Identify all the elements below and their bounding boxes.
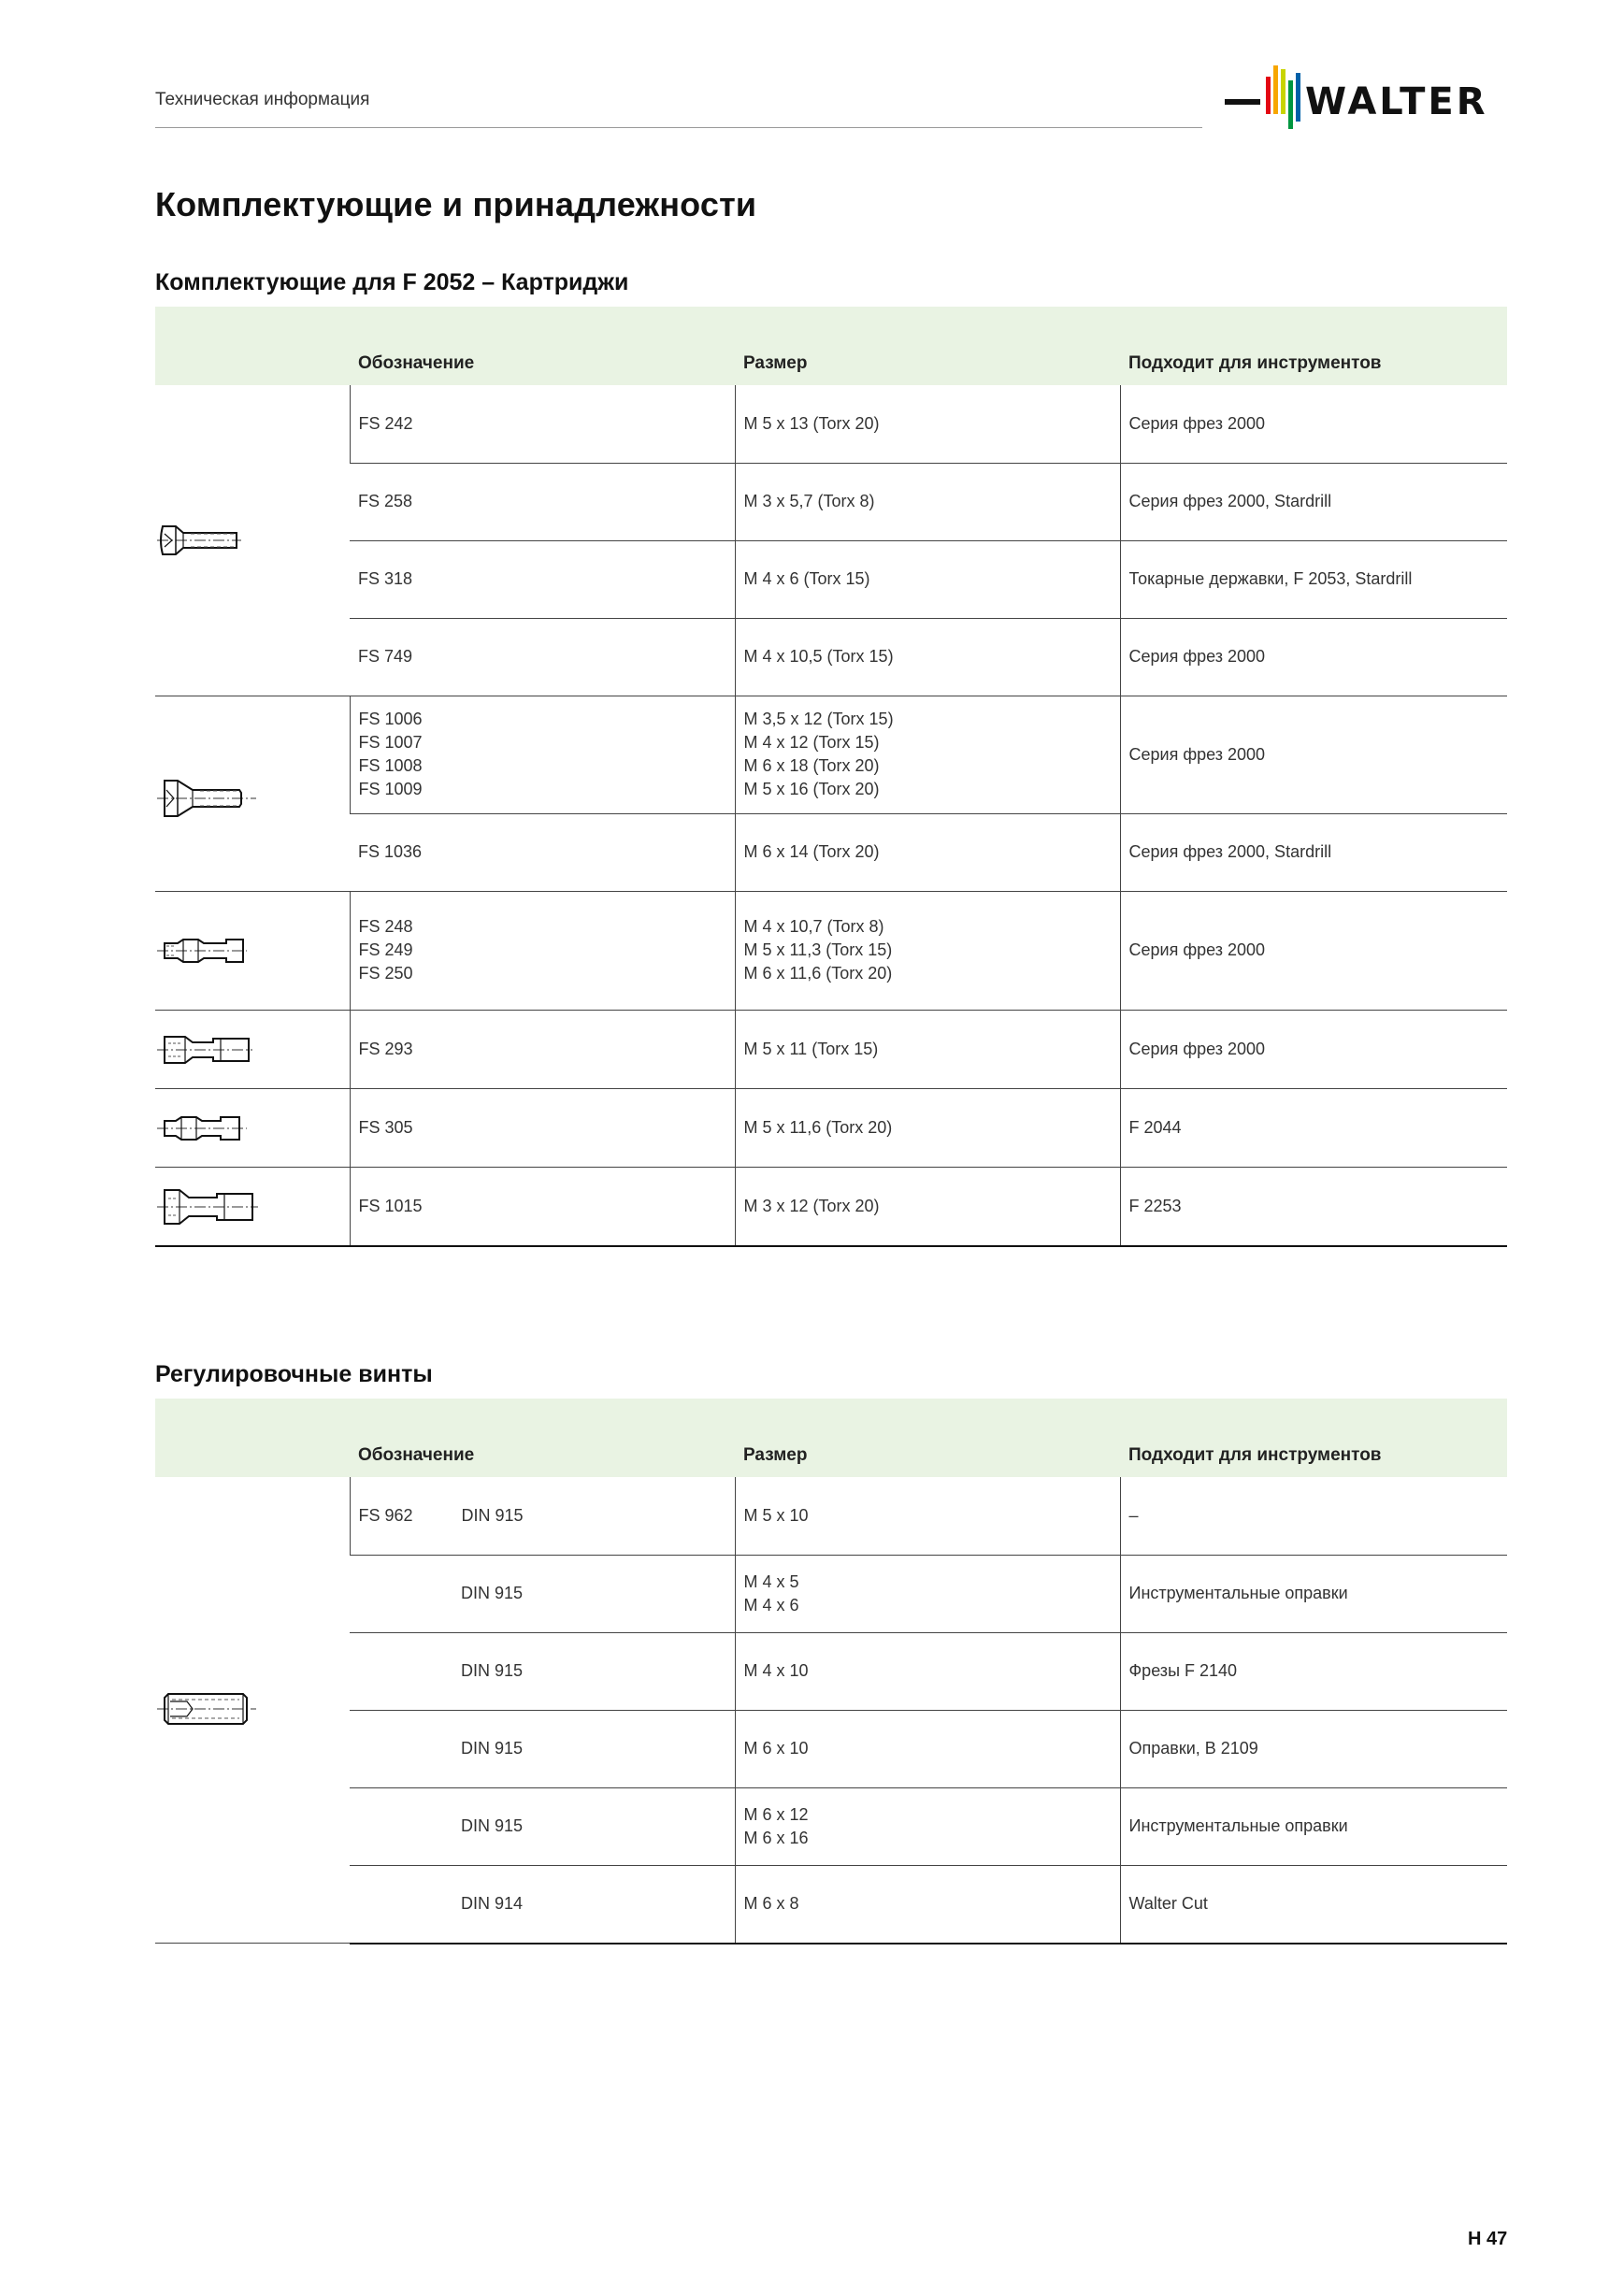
- cell-fits: F 2044: [1120, 1088, 1507, 1167]
- cell-size: M 6 x 14 (Torx 20): [735, 813, 1120, 891]
- header-designation: Обозначение: [358, 1445, 475, 1465]
- table-row: [155, 463, 1507, 540]
- cell-designation: FS 1006 FS 1007 FS 1008 FS 1009: [350, 696, 735, 813]
- cell-designation: [350, 1710, 735, 1787]
- screw-drawing-cell: [155, 891, 350, 1010]
- table-row: [155, 1555, 1507, 1632]
- cell-size: M 4 x 10: [735, 1632, 1120, 1710]
- screw-drawing-cell: [155, 1167, 350, 1246]
- cell-designation: FS 749: [350, 618, 735, 696]
- screw-conical-head-icon: [155, 696, 350, 891]
- table-row: [155, 1865, 1507, 1943]
- cell-designation: FS 293: [350, 1010, 735, 1088]
- cell-designation: FS 1015: [350, 1167, 735, 1246]
- header-divider: [155, 127, 1202, 128]
- din-standard: DIN 915: [461, 1661, 524, 1681]
- screw-double-end-icon: [155, 892, 350, 1010]
- cell-size: M 6 x 10: [735, 1710, 1120, 1787]
- table-row: [155, 385, 1507, 463]
- cell-size: M 6 x 8: [735, 1865, 1120, 1943]
- cell-fits: Серия фрез 2000: [1120, 1010, 1507, 1088]
- table-row: [155, 891, 1507, 1010]
- table-row: [155, 618, 1507, 696]
- screw-flat-head-icon: [155, 386, 350, 695]
- cell-designation: [350, 1632, 735, 1710]
- table-header-row: [155, 1399, 1507, 1477]
- cell-fits: Walter Cut: [1120, 1865, 1507, 1943]
- adjusting-screws-table: [155, 1399, 1507, 1944]
- header-section-label: Техническая информация: [155, 90, 370, 109]
- header-fits: Подходит для инструментов: [1128, 353, 1382, 373]
- cell-fits: Инструментальные оправки: [1120, 1555, 1507, 1632]
- cell-fits: F 2253: [1120, 1167, 1507, 1246]
- screw-drawing-cell: [155, 385, 350, 696]
- table-row: [155, 1167, 1507, 1246]
- header-size: Размер: [743, 353, 808, 373]
- cell-size: M 4 x 6 (Torx 15): [735, 540, 1120, 618]
- screw-long-stud-icon: [155, 1168, 350, 1245]
- cell-fits: Фрезы F 2140: [1120, 1632, 1507, 1710]
- page-title: Комплектующие и принадлежности: [155, 185, 757, 223]
- cell-size: M 4 x 10,5 (Torx 15): [735, 618, 1120, 696]
- cell-fits: Серия фрез 2000: [1120, 891, 1507, 1010]
- section-title-adjusting-screws: Регулировочные винты: [155, 1361, 433, 1387]
- cell-size: M 3,5 x 12 (Torx 15) M 4 x 12 (Torx 15) M 6 x 18 (Torx 20) M 5 x 16 (Torx 20): [735, 696, 1120, 813]
- cell-size: M 5 x 11,6 (Torx 20): [735, 1088, 1120, 1167]
- din-standard: DIN 915: [461, 1584, 524, 1603]
- cell-designation: FS 305: [350, 1088, 735, 1167]
- cell-size: M 4 x 10,7 (Torx 8) M 5 x 11,3 (Torx 15) M 6 x 11,6 (Torx 20): [735, 891, 1120, 1010]
- cell-fits: Серия фрез 2000, Stardrill: [1120, 813, 1507, 891]
- table-row: [155, 813, 1507, 891]
- table-row: [155, 1787, 1507, 1865]
- table-row: [155, 1088, 1507, 1167]
- section-title-cartridges: Комплектующие для F 2052 – Картриджи: [155, 269, 629, 295]
- screw-drawing-cell: [155, 696, 350, 891]
- walter-logo-text: WALTER: [1305, 80, 1488, 123]
- cell-size: M 5 x 11 (Torx 15): [735, 1010, 1120, 1088]
- cell-designation: [350, 1477, 735, 1555]
- cell-designation: [350, 1787, 735, 1865]
- cell-fits: –: [1120, 1477, 1507, 1555]
- screw-drawing-cell: [155, 1477, 350, 1944]
- cell-designation: [350, 1865, 735, 1943]
- din-standard: DIN 915: [461, 1505, 524, 1525]
- table-row: [155, 1710, 1507, 1787]
- table-row: [155, 1010, 1507, 1088]
- din-standard: DIN 914: [461, 1894, 524, 1914]
- cell-designation: FS 248 FS 249 FS 250: [350, 891, 735, 1010]
- cell-fits: Серия фрез 2000: [1120, 385, 1507, 463]
- screw-stud-small-icon: [155, 1089, 350, 1167]
- table-header-row: [155, 307, 1507, 385]
- header-cell-blank: [155, 1399, 350, 1477]
- cell-designation: FS 1036: [350, 813, 735, 891]
- screw-drawing-cell: [155, 1010, 350, 1088]
- cell-fits: Серия фрез 2000: [1120, 618, 1507, 696]
- table-row: [155, 1632, 1507, 1710]
- cell-designation: FS 258: [350, 463, 735, 540]
- screw-stud-icon: [155, 1011, 350, 1088]
- cell-size: M 3 x 12 (Torx 20): [735, 1167, 1120, 1246]
- header-size: Размер: [743, 1445, 808, 1465]
- cell-fits: Токарные державки, F 2053, Stardrill: [1120, 540, 1507, 618]
- cell-designation: FS 318: [350, 540, 735, 618]
- header-designation: Обозначение: [358, 353, 475, 373]
- set-screw-icon: [155, 1477, 350, 1943]
- page-number: H 47: [1468, 2229, 1508, 2249]
- walter-logo: [1225, 56, 1515, 136]
- table-row: [155, 1477, 1507, 1555]
- cell-size: M 6 x 12 M 6 x 16: [735, 1787, 1120, 1865]
- din-standard: DIN 915: [461, 1816, 524, 1836]
- cell-fits: Оправки, B 2109: [1120, 1710, 1507, 1787]
- cell-designation: [350, 1555, 735, 1632]
- din-standard: DIN 915: [461, 1739, 524, 1758]
- cell-size: M 5 x 13 (Torx 20): [735, 385, 1120, 463]
- header-cell-blank: [155, 307, 350, 385]
- table-row: [155, 540, 1507, 618]
- cell-size: M 3 x 5,7 (Torx 8): [735, 463, 1120, 540]
- table-row: [155, 696, 1507, 813]
- screw-drawing-cell: [155, 1088, 350, 1167]
- cell-designation: FS 242: [350, 385, 735, 463]
- cartridges-table: [155, 307, 1507, 1247]
- cell-fits: Серия фрез 2000: [1120, 696, 1507, 813]
- header-fits: Подходит для инструментов: [1128, 1445, 1382, 1465]
- cell-fits: Инструментальные оправки: [1120, 1787, 1507, 1865]
- designation-code: FS 962: [358, 1505, 413, 1525]
- cell-fits: Серия фрез 2000, Stardrill: [1120, 463, 1507, 540]
- cell-size: M 5 x 10: [735, 1477, 1120, 1555]
- cell-size: M 4 x 5 M 4 x 6: [735, 1555, 1120, 1632]
